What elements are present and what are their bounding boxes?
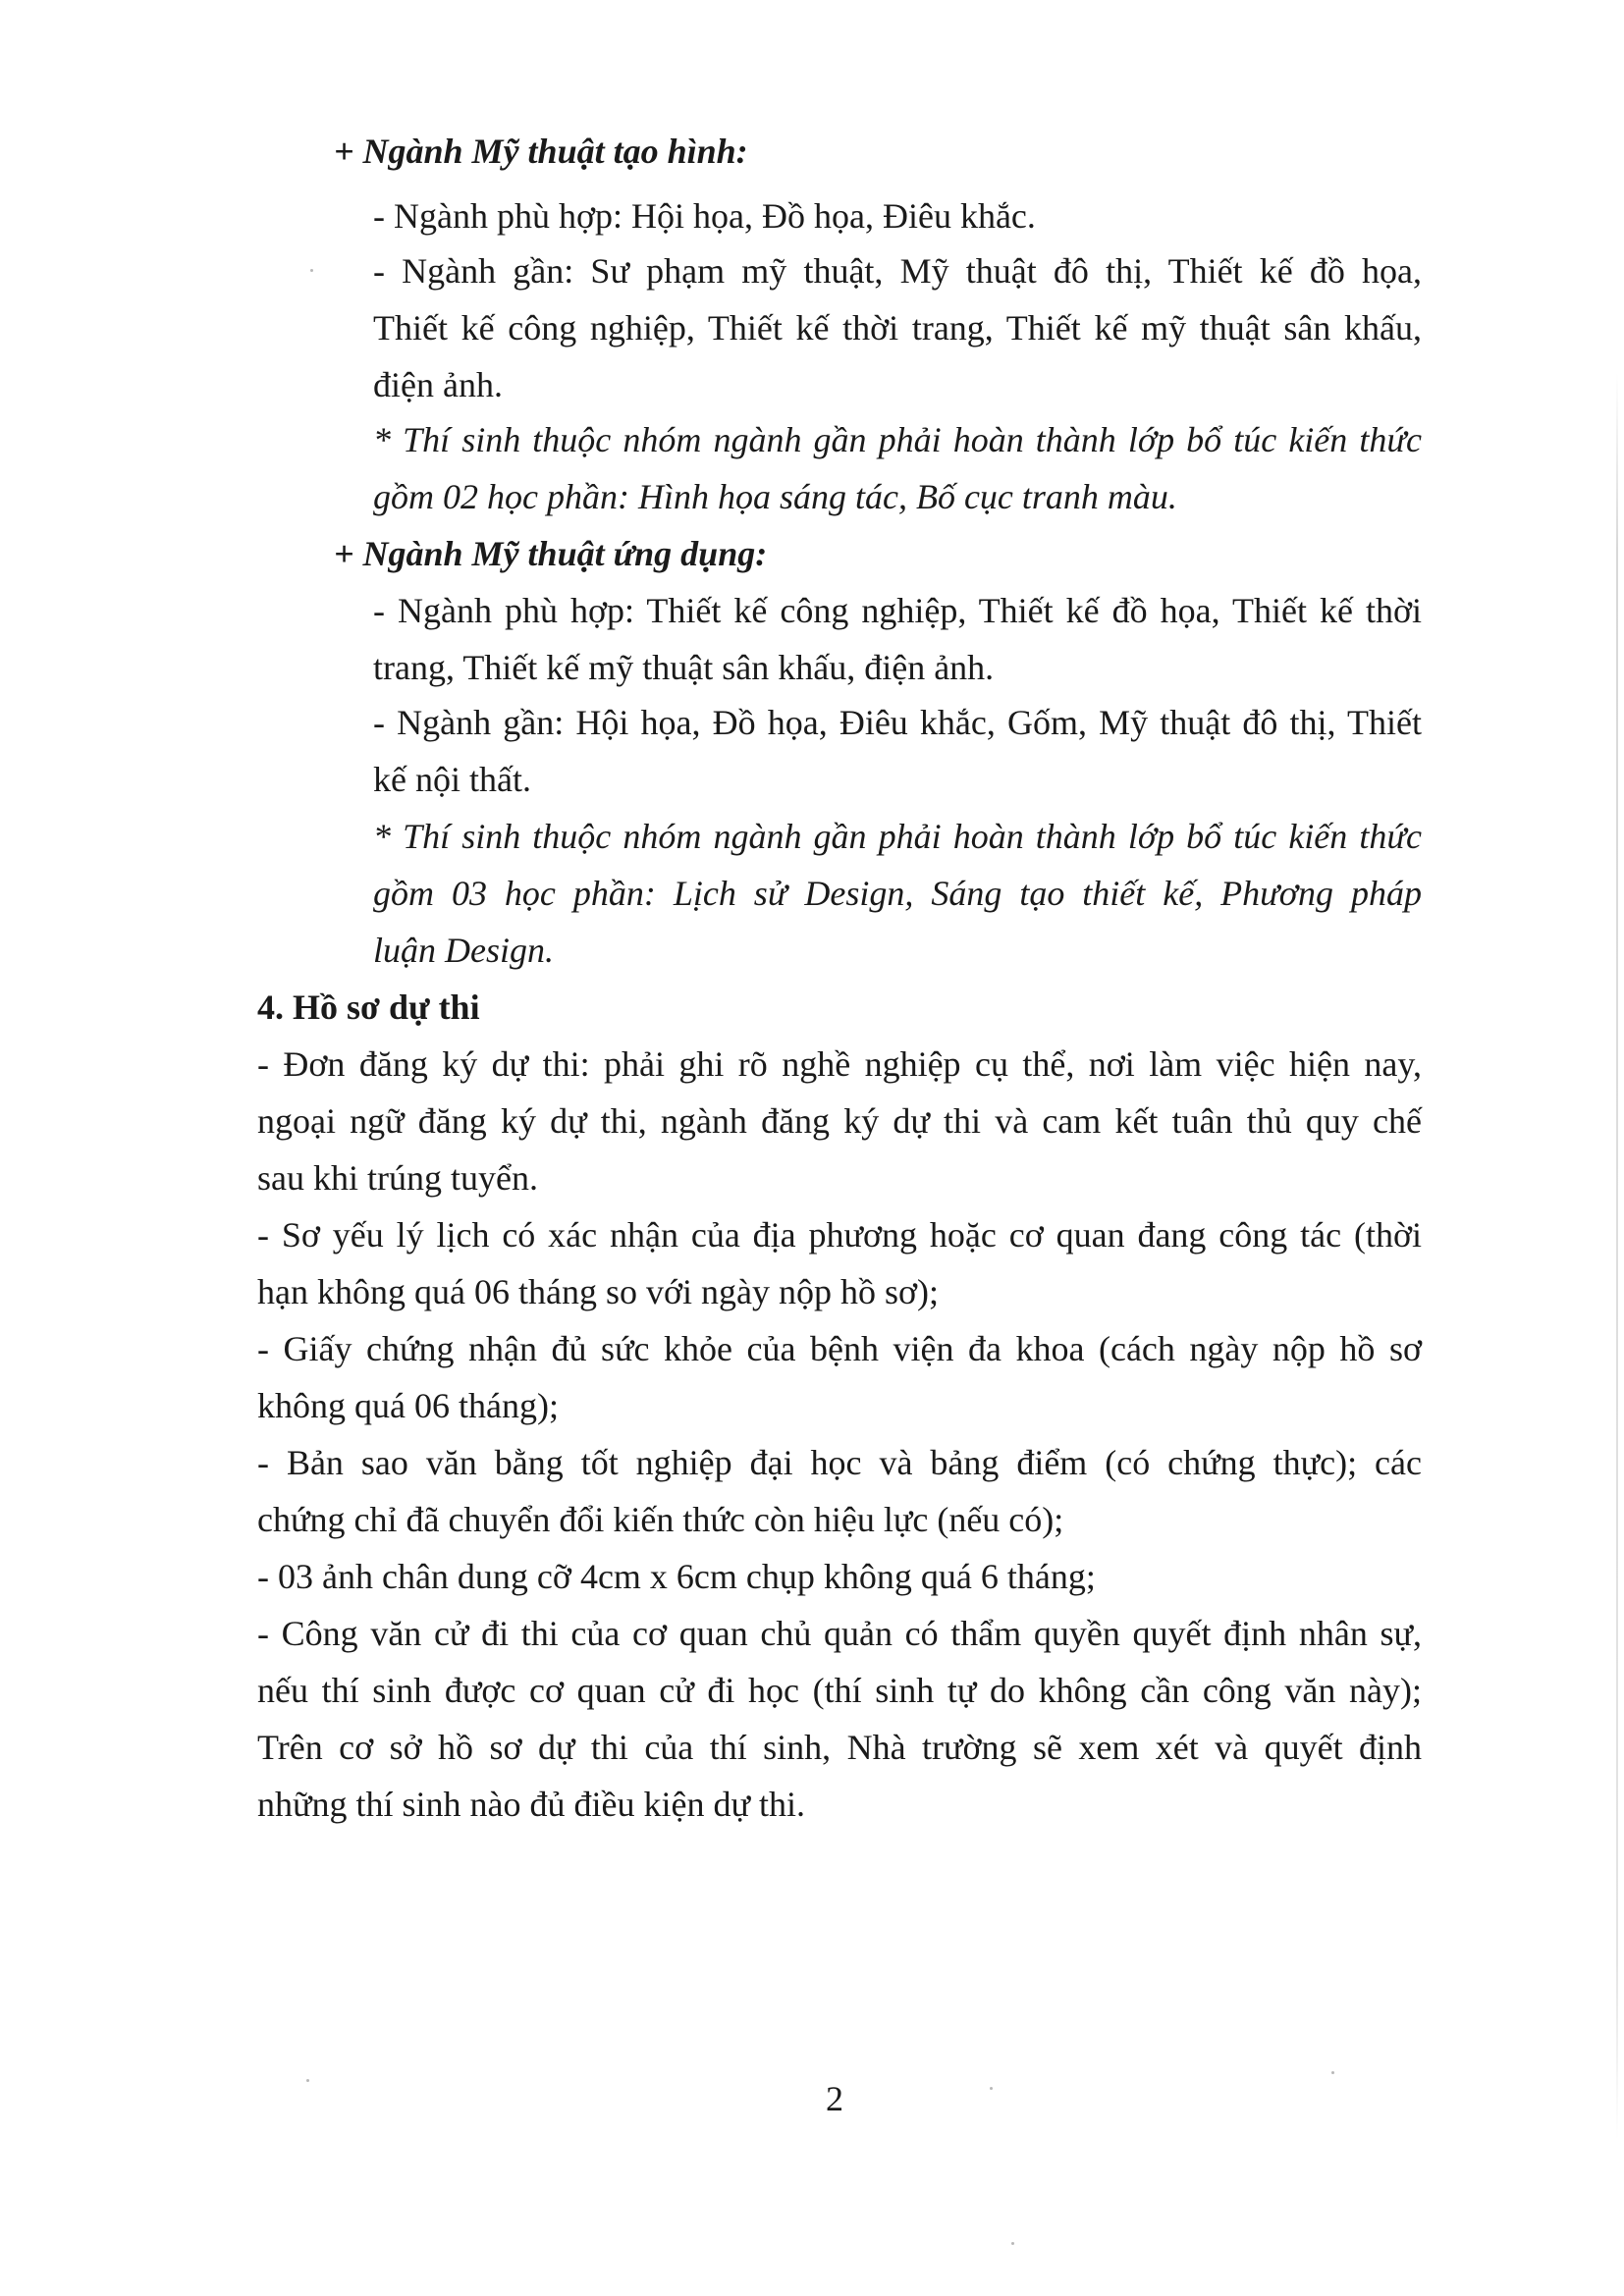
text-line: - Ngành gần: Sư phạm mỹ thuật, Mỹ thuật đô thị, Thiết kế đồ họa, bbox=[373, 251, 1422, 291]
heading-my-thuat-tao-hinh: + Ngành Mỹ thuật tạo hình: bbox=[334, 132, 748, 171]
text-line: - Giấy chứng nhận đủ sức khỏe của bệnh viện đa khoa (cách ngày nộp hồ sơ bbox=[257, 1329, 1422, 1368]
text-line: ngoại ngữ đăng ký dự thi, ngành đăng ký dự thi và cam kết tuân thủ quy chế bbox=[257, 1101, 1422, 1141]
note-line: gồm 02 học phần: Hình họa sáng tác, Bố cục tranh màu. bbox=[373, 477, 1177, 516]
text-line: Thiết kế công nghiệp, Thiết kế thời trang, Thiết kế mỹ thuật sân khấu, bbox=[373, 308, 1422, 347]
heading-my-thuat-ung-dung: + Ngành Mỹ thuật ứng dụng: bbox=[334, 534, 768, 573]
text-line: - Ngành phù hợp: Hội họa, Đồ họa, Điêu khắc. bbox=[373, 196, 1036, 236]
text-line: điện ảnh. bbox=[373, 365, 503, 404]
note-line: luận Design. bbox=[373, 931, 554, 970]
text-line: - 03 ảnh chân dung cỡ 4cm x 6cm chụp không quá 6 tháng; bbox=[257, 1557, 1096, 1596]
text-line: - Ngành gần: Hội họa, Đồ họa, Điêu khắc, Gốm, Mỹ thuật đô thị, Thiết bbox=[373, 703, 1422, 742]
text-line: - Bản sao văn bằng tốt nghiệp đại học và bảng điểm (có chứng thực); các bbox=[257, 1443, 1422, 1482]
scan-speck bbox=[1011, 2242, 1014, 2245]
text-line: những thí sinh nào đủ điều kiện dự thi. bbox=[257, 1785, 805, 1824]
text-line: chứng chỉ đã chuyển đổi kiến thức còn hiệu lực (nếu có); bbox=[257, 1500, 1064, 1539]
text-line: - Sơ yếu lý lịch có xác nhận của địa phương hoặc cơ quan đang công tác (thời bbox=[257, 1215, 1422, 1255]
scan-speck bbox=[306, 2079, 309, 2082]
scan-speck bbox=[1331, 2071, 1334, 2074]
scan-speck bbox=[990, 2087, 993, 2090]
note-line: * Thí sinh thuộc nhóm ngành gần phải hoàn thành lớp bổ túc kiến thức bbox=[373, 420, 1422, 459]
page-number: 2 bbox=[826, 2079, 843, 2118]
text-line: trang, Thiết kế mỹ thuật sân khấu, điện ảnh. bbox=[373, 648, 995, 687]
text-line: nếu thí sinh được cơ quan cử đi học (thí sinh tự do không cần công văn này); bbox=[257, 1671, 1422, 1710]
section-heading-ho-so-du-thi: 4. Hồ sơ dự thi bbox=[257, 988, 480, 1027]
text-line: kế nội thất. bbox=[373, 760, 531, 799]
scan-speck bbox=[310, 269, 313, 272]
text-line: hạn không quá 06 tháng so với ngày nộp hồ sơ); bbox=[257, 1272, 940, 1311]
note-line: gồm 03 học phần: Lịch sử Design, Sáng tạo thiết kế, Phương pháp bbox=[373, 874, 1422, 913]
text-line: - Công văn cử đi thi của cơ quan chủ quản có thẩm quyền quyết định nhân sự, bbox=[257, 1614, 1422, 1653]
text-line: không quá 06 tháng); bbox=[257, 1386, 559, 1425]
text-line: Trên cơ sở hồ sơ dự thi của thí sinh, Nhà trường sẽ xem xét và quyết định bbox=[257, 1728, 1422, 1767]
text-line: sau khi trúng tuyển. bbox=[257, 1158, 538, 1198]
scan-edge-shadow bbox=[1616, 373, 1618, 2140]
text-line: - Đơn đăng ký dự thi: phải ghi rõ nghề nghiệp cụ thể, nơi làm việc hiện nay, bbox=[257, 1044, 1422, 1084]
text-line: - Ngành phù hợp: Thiết kế công nghiệp, Thiết kế đồ họa, Thiết kế thời bbox=[373, 591, 1422, 630]
note-line: * Thí sinh thuộc nhóm ngành gần phải hoàn thành lớp bổ túc kiến thức bbox=[373, 817, 1422, 856]
